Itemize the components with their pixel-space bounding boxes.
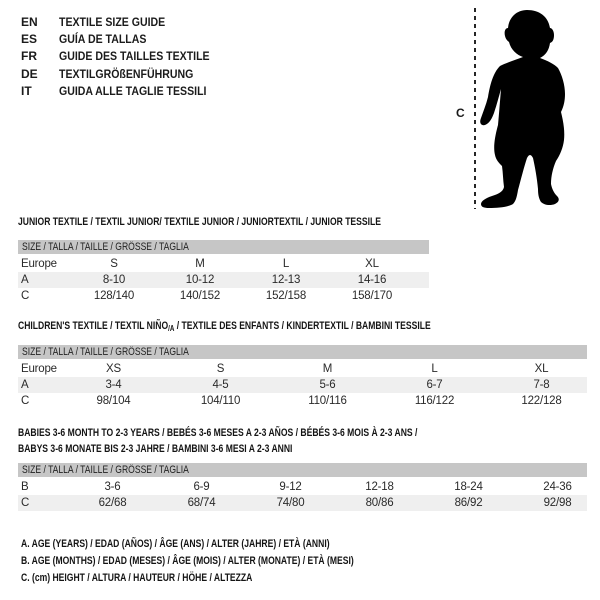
size-header-bar: SIZE / TALLA / TAILLE / GRÖSSE / TAGLIA — [18, 240, 429, 254]
table-cell: 152/158 — [265, 290, 307, 302]
table-cell: 128/140 — [93, 290, 135, 302]
table-row — [18, 288, 429, 304]
table-cell: 122/128 — [521, 395, 562, 407]
table-cell: 3-4 — [105, 379, 122, 391]
table-cell: 86/92 — [454, 497, 483, 509]
row-label: A — [21, 379, 29, 391]
table-cell: 158/170 — [351, 290, 393, 302]
table-cell: XS — [106, 363, 121, 375]
language-row — [21, 31, 230, 48]
row-label: A — [21, 274, 29, 286]
table-cell: 7-8 — [533, 379, 550, 391]
legend-line-b: B. AGE (MONTHS) / EDAD (MESES) / ÂGE (MOIS) / ALTER (MONATE) / ETÀ (MESI) — [21, 555, 354, 568]
baby-silhouette-icon — [478, 8, 578, 213]
table-title: JUNIOR TEXTILE / TEXTIL JUNIOR/ TEXTILE JUNIOR / JUNIORTEXTIL / JUNIOR TESSILE — [18, 216, 381, 228]
legend-line-c: C. (cm) HEIGHT / ALTURA / HAUTEUR / HÖHE / ALTEZZA — [21, 572, 253, 585]
table-cell: 4-5 — [212, 379, 229, 391]
table-cell: S — [110, 258, 118, 270]
table-cell: 5-6 — [319, 379, 336, 391]
table-row — [18, 256, 429, 272]
children-size-table — [18, 320, 587, 409]
table-cell: 110/116 — [308, 395, 347, 407]
table-body — [18, 479, 587, 511]
table-row — [18, 393, 587, 409]
table-cell: 18-24 — [454, 481, 483, 493]
language-label: GUÍA DE TALLAS — [59, 32, 147, 47]
language-row — [21, 48, 230, 65]
table-cell: L — [282, 258, 290, 270]
legend-line-a: A. AGE (YEARS) / EDAD (AÑOS) / ÂGE (ANS) / ALTER (JAHRE) / ETÀ (ANNI) — [21, 538, 330, 550]
language-label: GUIDE DES TAILLES TEXTILE — [59, 49, 210, 64]
row-label: B — [21, 481, 29, 493]
size-header-bar: SIZE / TALLA / TAILLE / GRÖSSE / TAGLIA — [18, 463, 587, 477]
table-cell: M — [195, 258, 205, 270]
table-cell: 12-18 — [365, 481, 394, 493]
table-cell: 62/68 — [98, 497, 127, 509]
language-code: DE — [21, 66, 38, 81]
language-row — [21, 83, 230, 100]
language-code: FR — [21, 49, 37, 64]
table-cell: 92/98 — [543, 497, 572, 509]
babies-size-table — [18, 425, 587, 511]
table-cell: 68/74 — [187, 497, 216, 509]
language-label: TEXTILGRÖßENFÜHRUNG — [59, 66, 194, 81]
table-row — [18, 272, 429, 288]
language-row — [21, 66, 230, 83]
table-cell: 6-9 — [193, 481, 210, 493]
table-cell: 116/122 — [414, 395, 455, 407]
junior-size-table — [18, 216, 429, 304]
language-label: GUIDA ALLE TAGLIE TESSILI — [59, 83, 207, 98]
table-cell: 80/86 — [365, 497, 394, 509]
table-row — [18, 361, 587, 377]
table-cell: XL — [534, 363, 549, 375]
table-title: CHILDREN'S TEXTILE / TEXTIL $NIÑO_{/A}$ / TEXTILE DES ENFANTS / KINDERTEXTIL / BAMBINI TESSILE — [18, 320, 431, 333]
table-cell: M — [322, 363, 333, 375]
row-label: C — [21, 395, 30, 407]
table-row — [18, 479, 587, 495]
table-cell: S — [216, 363, 225, 375]
table-cell: L — [431, 363, 438, 375]
row-label: Europe — [21, 363, 57, 375]
measure-legend — [21, 536, 448, 588]
table-body — [18, 361, 587, 409]
height-measure-line — [474, 8, 476, 209]
language-code: EN — [21, 15, 38, 29]
row-label: C — [21, 497, 30, 509]
table-cell: 6-7 — [426, 379, 443, 391]
table-cell: 9-12 — [279, 481, 302, 493]
table-cell: 98/104 — [96, 395, 131, 407]
height-measure-label: C — [456, 106, 465, 120]
row-label: Europe — [21, 258, 57, 270]
language-label: TEXTILE SIZE GUIDE — [59, 15, 166, 29]
table-body — [18, 256, 429, 304]
table-cell: 24-36 — [543, 481, 572, 493]
language-row — [21, 14, 230, 31]
table-cell: 74/80 — [276, 497, 305, 509]
table-cell: 104/110 — [200, 395, 241, 407]
row-label: C — [21, 290, 30, 302]
language-list — [21, 14, 230, 100]
table-title: BABIES 3-6 MONTH TO 2-3 YEARS / BEBÉS 3-6 MESES A 2-3 AÑOS / BÉBÉS 3-6 MOIS À 2-3 ANS / BABYS 3-6 MONATE BIS 2-3 JAHRE / BAMBINI 3-6 MESI A 2-3 ANNI — [18, 427, 418, 455]
table-cell: XL — [365, 258, 379, 270]
table-cell: 14-16 — [357, 274, 387, 286]
language-code: IT — [21, 83, 32, 98]
table-cell: 140/152 — [179, 290, 221, 302]
table-row — [18, 495, 587, 511]
table-cell: 10-12 — [185, 274, 215, 286]
table-cell: 3-6 — [104, 481, 121, 493]
language-code: ES — [21, 32, 38, 47]
table-row — [18, 377, 587, 393]
table-cell: 12-13 — [271, 274, 301, 286]
size-header-bar: SIZE / TALLA / TAILLE / GRÖSSE / TAGLIA — [18, 345, 587, 359]
table-cell: 8-10 — [102, 274, 126, 286]
